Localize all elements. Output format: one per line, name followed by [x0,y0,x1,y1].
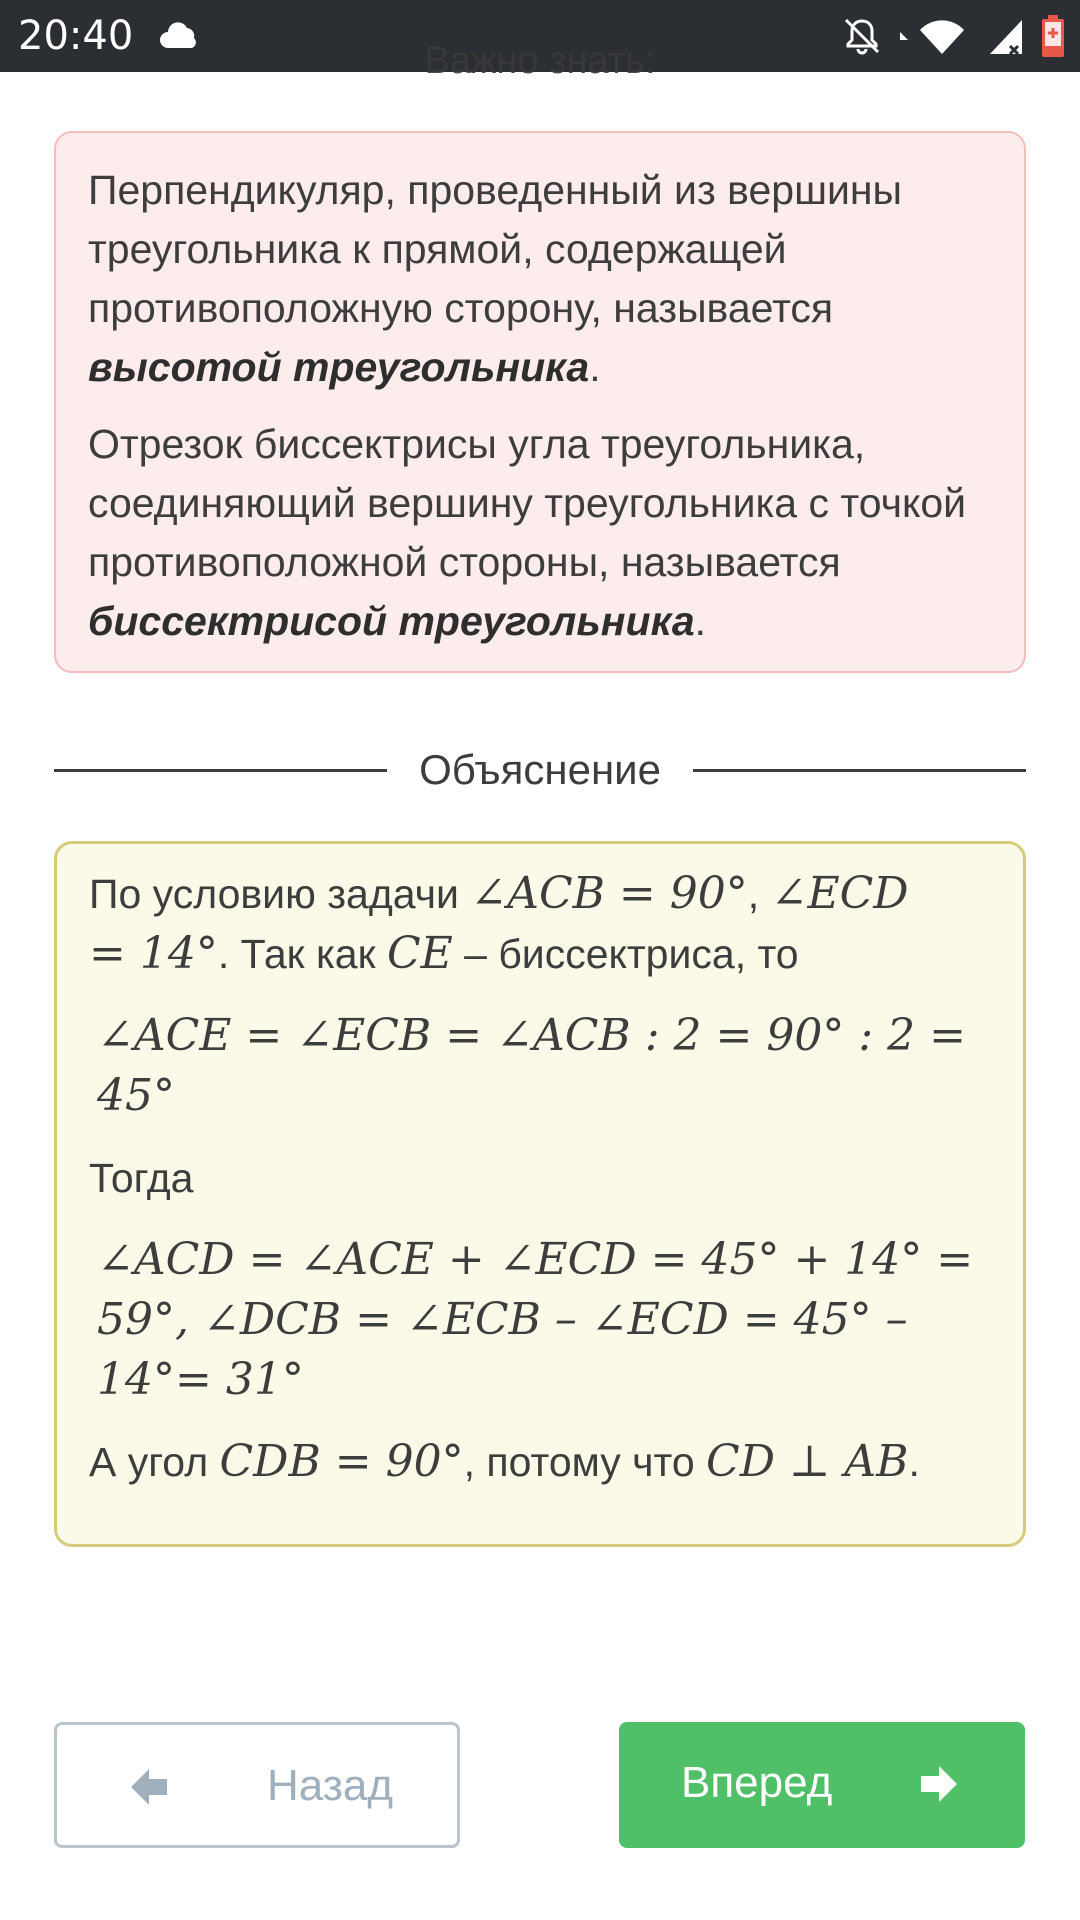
arrow-right-icon [917,1762,961,1806]
back-button-label: Назад [267,1761,394,1810]
section-heading: Важно знать: [424,40,656,82]
next-button[interactable] [619,1722,1025,1848]
back-button[interactable] [54,1722,460,1848]
definition-bisector: Отрезок биссектрисы угла треугольника, соединяющий вершину треугольника с точкой противоположной стороны, называется биссектрисой треугольника. [88,421,967,644]
explanation-line-1: По условию задачи ∠ACB = 90°, ∠ECD [89,868,909,919]
explanation-line-2: = 14°. Так как CE – биссектриса, то [89,928,799,979]
explanation-then: Тогда [89,1155,194,1201]
status-time: 20:40 [18,13,134,59]
equation-ace-result: 45° [97,1070,175,1121]
explanation-box [54,841,1026,1547]
equation-ace: ∠ACE = ∠ECB = ∠ACB : 2 = 90° : 2 = [97,1010,966,1061]
info-box [54,131,1026,673]
divider-line [54,769,387,772]
explanation-divider [54,740,1026,800]
arrow-left-icon [127,1765,171,1809]
equation-dcb: 59°, ∠DCB = ∠ECB – ∠ECD = 45° – [97,1294,908,1345]
equation-dcb-result: 14°= 31° [97,1354,304,1405]
explanation-conclusion: А угол CDB = 90°, потому что CD ⊥ AB. [89,1436,920,1487]
divider-line [693,769,1026,772]
definition-altitude: Перпендикуляр, проведенный из вершины треугольника к прямой, содержащей противоположную сторону, называется высотой треугольника. [88,167,902,390]
divider-label: Объяснение [419,746,661,793]
equation-acd: ∠ACD = ∠ACE + ∠ECD = 45° + 14° = [97,1234,974,1285]
next-button-label: Вперед [681,1758,833,1807]
